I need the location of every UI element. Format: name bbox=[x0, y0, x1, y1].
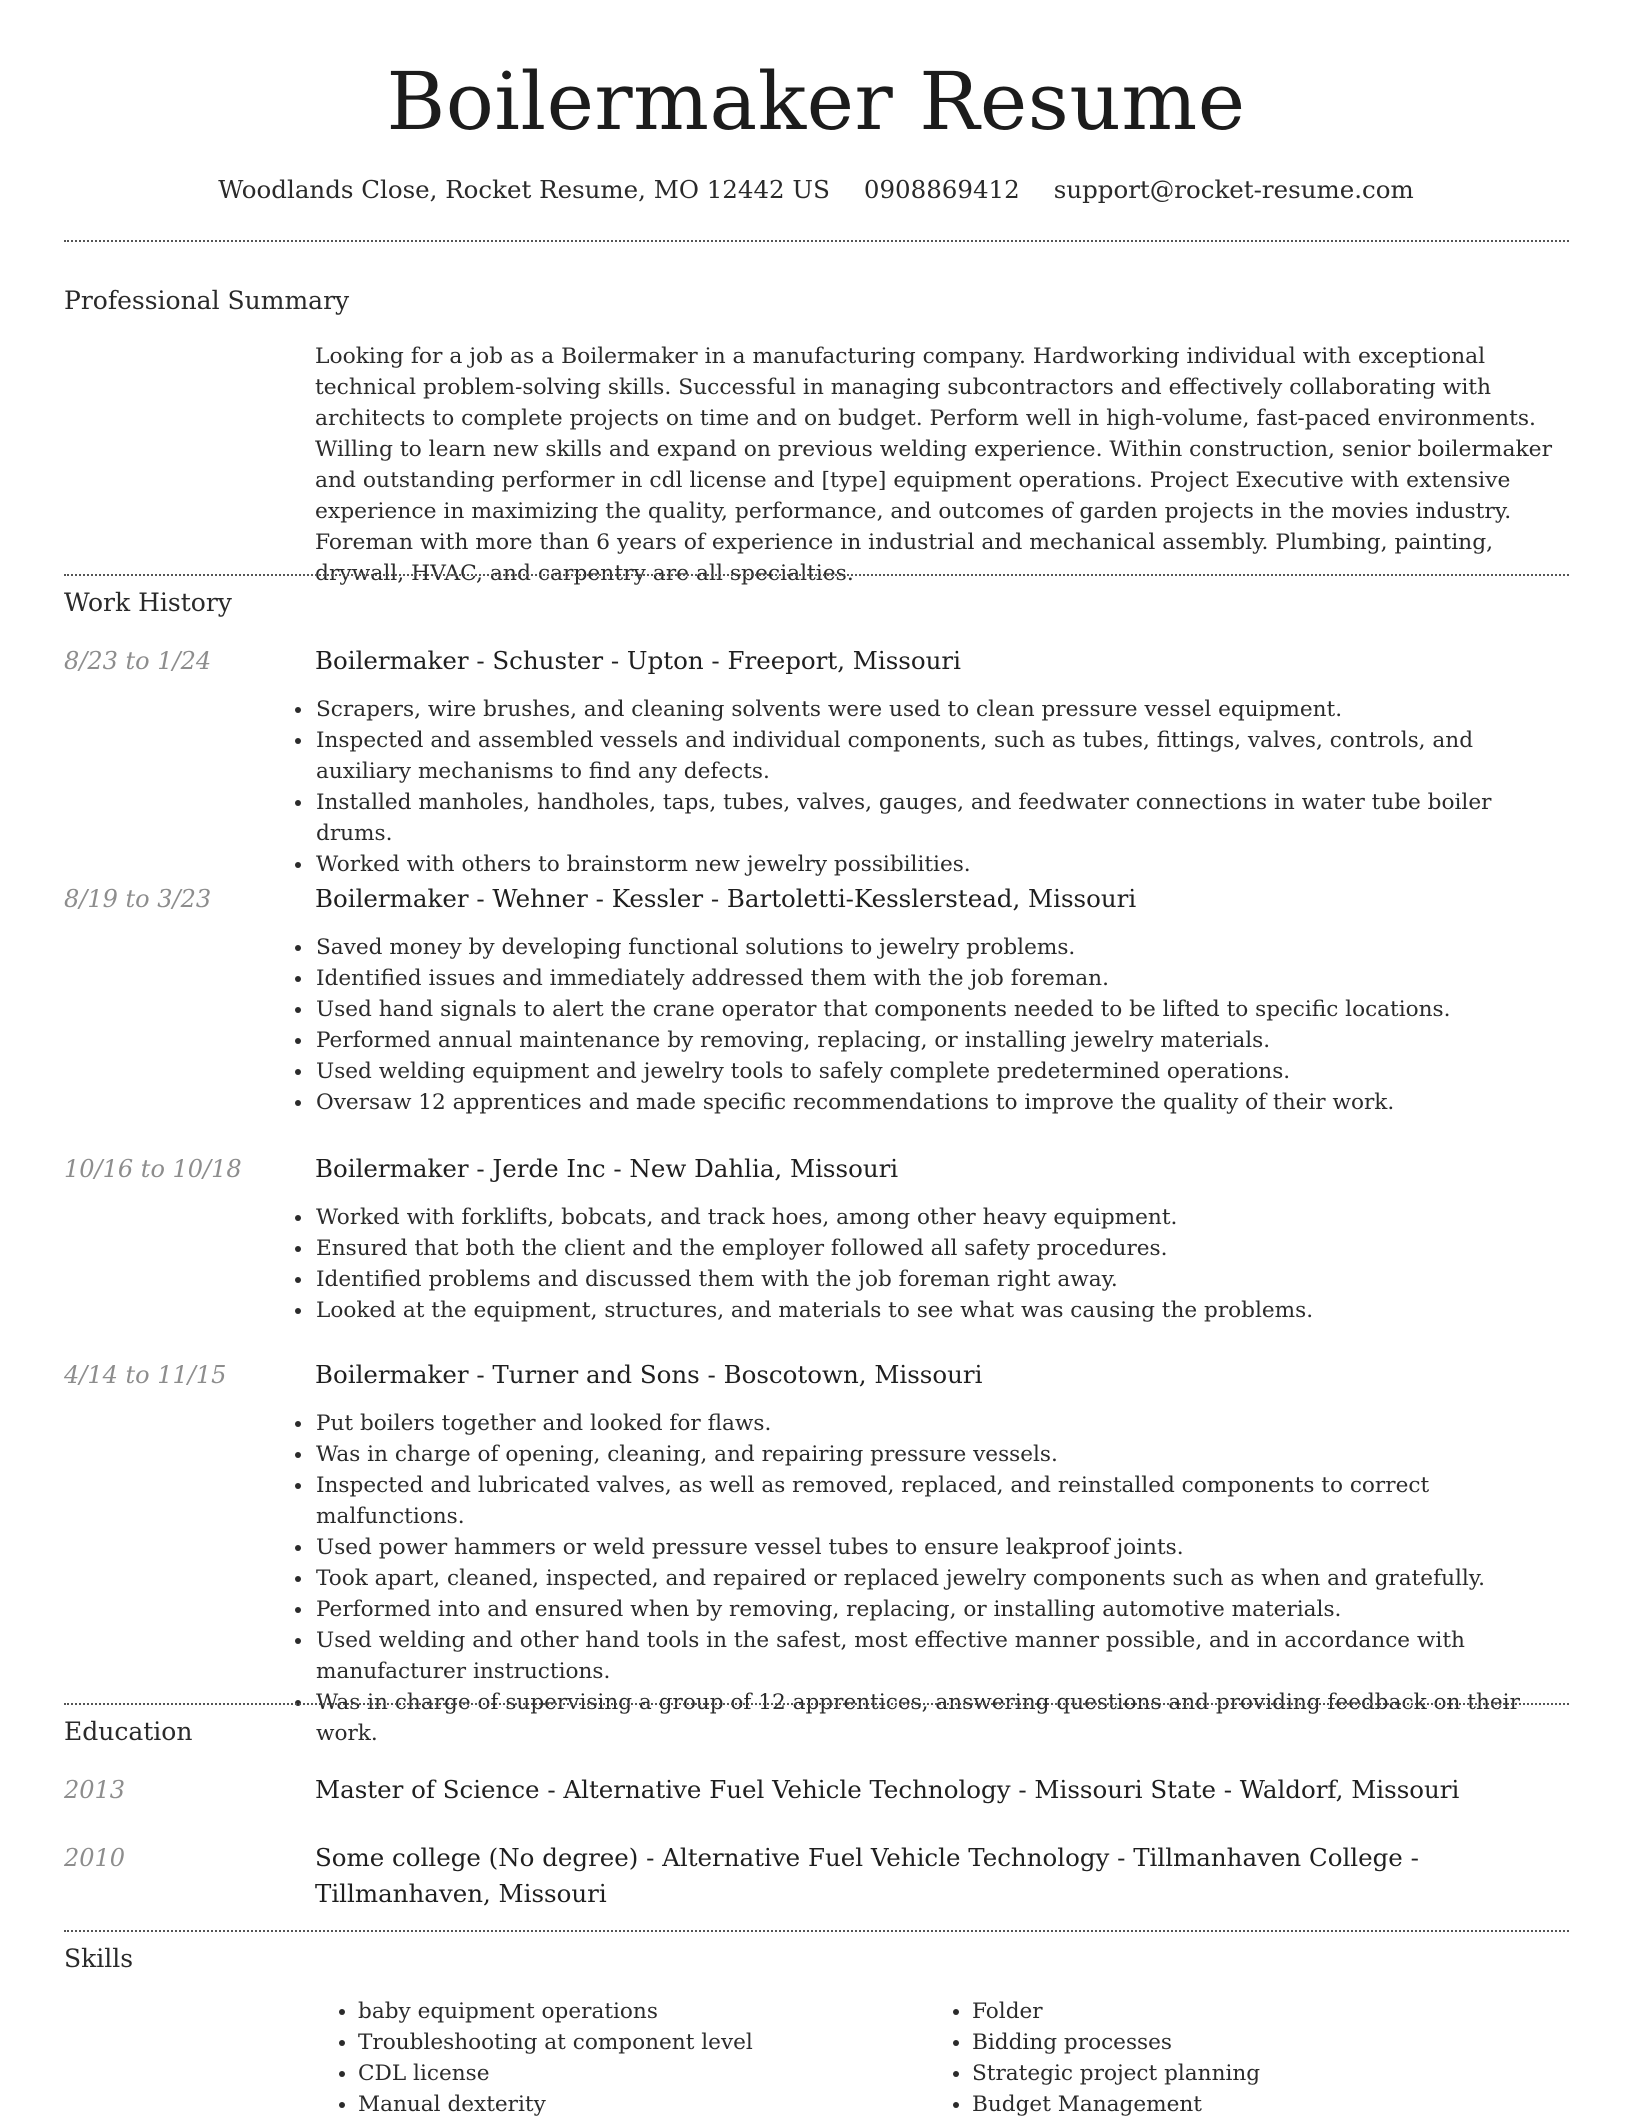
job-bullet: • Was in charge of opening, cleaning, and repairing pressure vessels. bbox=[314, 1439, 1544, 1470]
job-bullet: • Identified issues and immediately addressed them with the job foreman. bbox=[314, 963, 1544, 994]
contact-address: Woodlands Close, Rocket Resume, MO 12442 US bbox=[218, 175, 830, 204]
job-bullet: • Ensured that both the client and the employer followed all safety procedures. bbox=[314, 1233, 1544, 1264]
divider bbox=[64, 1703, 1569, 1705]
summary-text: Looking for a job as a Boilermaker in a manufacturing company. Hardworking individual with exceptional technical problem-solving skills. Successful in managing subcontractors and effectively collaborating with architects to complete projects on time and on budget. Perform well in high-volume, fast-paced environments. Willing to learn new skills and expand on previous welding experience. Within construction, senior boilermaker and outstanding performer in cdl license and [type] equipment operations. Project Executive with extensive experience in maximizing the quality, performance, and outcomes of garden projects in the movies industry. Foreman with more than 6 years of experience in industrial and mechanical assembly. Plumbing, painting, drywall, HVAC, and carpentry are all specialties. bbox=[315, 344, 1552, 586]
job-bullet: • Took apart, cleaned, inspected, and repaired or replaced jewelry components such as when and gratefully. bbox=[314, 1563, 1544, 1594]
divider bbox=[64, 574, 1569, 576]
skill-item: • baby equipment operations bbox=[358, 1996, 918, 2027]
job-bullet: • Scrapers, wire brushes, and cleaning solvents were used to clean pressure vessel equipment. bbox=[314, 694, 1544, 725]
skill-item: • Troubleshooting at component level bbox=[358, 2027, 918, 2058]
job-bullets bbox=[294, 694, 1544, 880]
education-year: 2010 bbox=[64, 1844, 126, 1872]
education-title: Master of Science - Alternative Fuel Vehicle Technology - Missouri State - Waldorf, Missouri bbox=[315, 1775, 1460, 1804]
job-bullet: • Used welding and other hand tools in the safest, most effective manner possible, and in accordance with manufacturer instructions. bbox=[314, 1625, 1544, 1687]
divider bbox=[64, 1930, 1569, 1932]
job-bullet: • Performed into and ensured when by removing, replacing, or installing automotive materials. bbox=[314, 1594, 1544, 1625]
job-dates: 8/23 to 1/24 bbox=[64, 647, 212, 675]
job-bullet: • Used welding equipment and jewelry tools to safely complete predetermined operations. bbox=[314, 1056, 1544, 1087]
job-title: Boilermaker - Wehner - Kessler - Bartoletti-Kesslerstead, Missouri bbox=[315, 884, 1137, 913]
job-bullet: • Used hand signals to alert the crane operator that components needed to be lifted to specific locations. bbox=[314, 994, 1544, 1025]
job-bullet: • Put boilers together and looked for flaws. bbox=[314, 1408, 1544, 1439]
education-title: Some college (No degree) - Alternative Fuel Vehicle Technology - Tillmanhaven College - Tillmanhaven, Missouri bbox=[315, 1843, 1419, 1908]
skill-item: • Folder bbox=[972, 1996, 1532, 2027]
skill-item: • Strategic project planning bbox=[972, 2058, 1532, 2089]
job-bullet: • Inspected and lubricated valves, as well as removed, replaced, and reinstalled components to correct malfunctions. bbox=[314, 1470, 1544, 1532]
job-dates: 4/14 to 11/15 bbox=[64, 1361, 227, 1389]
job-bullet: • Identified problems and discussed them with the job foreman right away. bbox=[314, 1264, 1544, 1295]
job-bullets bbox=[294, 932, 1544, 1118]
section-heading-work-history: Work History bbox=[64, 588, 232, 617]
contact-email: support@rocket-resume.com bbox=[1053, 175, 1414, 204]
divider bbox=[64, 240, 1569, 242]
job-bullets bbox=[294, 1408, 1544, 1749]
job-bullets bbox=[294, 1202, 1544, 1326]
skills-list-right bbox=[952, 1996, 1532, 2120]
job-title: Boilermaker - Jerde Inc - New Dahlia, Missouri bbox=[315, 1154, 899, 1183]
job-dates: 10/16 to 10/18 bbox=[64, 1155, 242, 1183]
skill-item: • CDL license bbox=[358, 2058, 918, 2089]
job-bullet: • Installed manholes, handholes, taps, tubes, valves, gauges, and feedwater connections in water tube boiler drums. bbox=[314, 787, 1544, 849]
section-heading-skills: Skills bbox=[64, 1944, 134, 1973]
resume-title: Boilermaker Resume bbox=[386, 55, 1246, 148]
job-dates: 8/19 to 3/23 bbox=[64, 885, 212, 913]
job-bullet: • Was in charge of supervising a group of 12 apprentices, answering questions and providing feedback on their work. bbox=[314, 1687, 1544, 1749]
skill-item: • Bidding processes bbox=[972, 2027, 1532, 2058]
job-bullet: • Used power hammers or weld pressure vessel tubes to ensure leakproof joints. bbox=[314, 1532, 1544, 1563]
job-bullet: • Worked with forklifts, bobcats, and track hoes, among other heavy equipment. bbox=[314, 1202, 1544, 1233]
skill-item: • Budget Management bbox=[972, 2089, 1532, 2120]
job-bullet: • Saved money by developing functional solutions to jewelry problems. bbox=[314, 932, 1544, 963]
section-heading-education: Education bbox=[64, 1717, 193, 1746]
job-title: Boilermaker - Schuster - Upton - Freeport, Missouri bbox=[315, 646, 961, 675]
education-year: 2013 bbox=[64, 1776, 126, 1804]
contact-line bbox=[0, 170, 1632, 210]
job-bullet: • Looked at the equipment, structures, and materials to see what was causing the problems. bbox=[314, 1295, 1544, 1326]
section-heading-summary: Professional Summary bbox=[64, 286, 350, 315]
skill-item: • Manual dexterity bbox=[358, 2089, 918, 2120]
job-bullet: • Oversaw 12 apprentices and made specific recommendations to improve the quality of their work. bbox=[314, 1087, 1544, 1118]
contact-phone: 0908869412 bbox=[863, 175, 1020, 204]
skills-list-left bbox=[338, 1996, 918, 2120]
job-bullet: • Performed annual maintenance by removing, replacing, or installing jewelry materials. bbox=[314, 1025, 1544, 1056]
job-bullet: • Inspected and assembled vessels and individual components, such as tubes, fittings, valves, controls, and auxiliary mechanisms to find any defects. bbox=[314, 725, 1544, 787]
job-bullet: • Worked with others to brainstorm new jewelry possibilities. bbox=[314, 849, 1544, 880]
job-title: Boilermaker - Turner and Sons - Boscotown, Missouri bbox=[315, 1360, 983, 1389]
